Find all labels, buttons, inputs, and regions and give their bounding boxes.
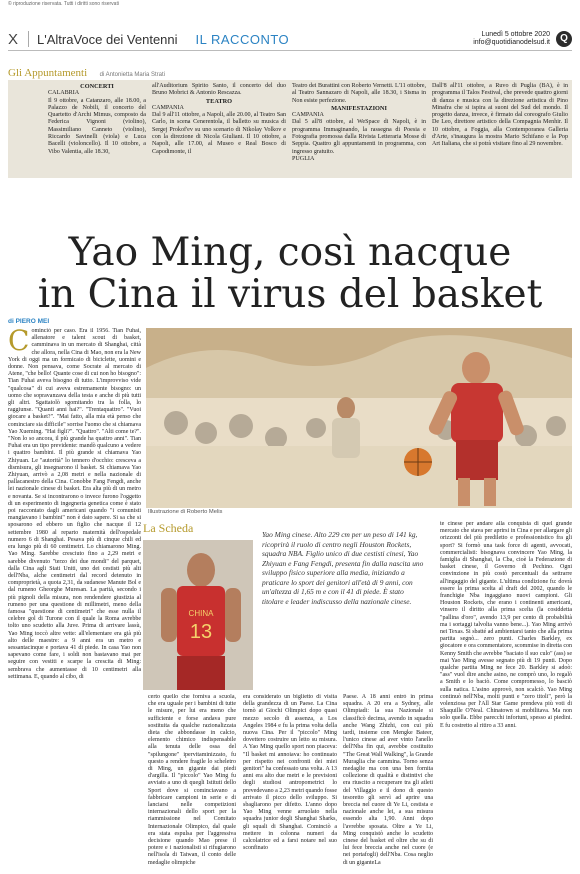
article-col-2: certo quello che forniva a scuola, che era uguale per i bambini di tutte le misure, per lui era meno che sufficiente e forse andava pure sostituita da qualche razionalizzata dieta che abbondasse in calcio, elemento chimico indispensabile alla tenuta delle ossa del "spilungone" ipervitaminizzato, fu questo a rendere fragile lo scheletro di Ming, un gigante dai piedi d'argilla. Il "piccolo" Yao Ming fu avviato a uno di quegli Istituti dello Sport dove si cominciavano a fabbricare campioni in serie e di lanciarsi nelle competizioni internazionali dello sport per la riammissione nel Comitato Internazionale Olimpico, dal quale era stata espulsa per l'aggressiva decisione quando Mao prese il potere e i nazionalisti si rifugiarono nell'isola di Taiwan, il conto delle medaglie olimpiche	[148, 694, 236, 866]
heading-manifestazioni: MANIFESTAZIONI	[331, 104, 387, 112]
appuntamenti-byline: di Antonietta Maria Strati	[99, 72, 166, 78]
manif-pre-text: Teatro dei Burattini con Roberto Vernetti. L'11 ottobre, al Teatro Sannazaro di Napoli, alle 18.30, i Sisma in Non esiste perfezione.	[292, 83, 426, 104]
puglia-text: Dall'8 all'11 ottobre, a Ruvo di Puglia (BA), è in programma il Talos Festival, che prevede quattro giorni di danza e musica con la direzione artistica di Pino Minafra che si ispira ai suoni del Sud del mondo. Il progetto danza, invece, è firmato dal coreografo Giulio De Leo, direttore artistico della Compagnia Menhir. Il 10 ottobre, a Foggia, alla Contemporanea Galleria d'Arte, s'inaugura la mostra Mario Schifano e la Pop Art Italiana, che si potrà visitare fino al 29 novembre.	[432, 83, 568, 148]
illustration-caption: Illustrazione di Roberto Melis	[148, 509, 223, 515]
appuntamenti-heading	[8, 67, 165, 79]
sub-campania-2: CAMPANIA	[292, 112, 324, 119]
publication-name: L'AltraVoce dei Ventenni	[37, 31, 178, 47]
dropcap: C	[8, 328, 30, 357]
yao-ming-photo	[143, 540, 253, 690]
appuntamenti-title: Gli Appuntamenti	[8, 67, 88, 79]
jersey-team: CHINA	[188, 609, 214, 618]
header-divider	[28, 31, 29, 47]
issue-date: Lunedì 5 ottobre 2020	[481, 31, 550, 38]
appuntamenti-col-concerti	[48, 83, 146, 156]
section-name: IL RACCONTO	[195, 31, 290, 47]
heading-concerti: CONCERTI	[80, 83, 114, 90]
headline-line-1: Yao Ming, così nacque	[68, 230, 512, 275]
header-date-block	[473, 31, 550, 47]
appuntamenti-col-puglia	[432, 83, 568, 149]
close-icon[interactable]: X	[8, 30, 19, 48]
appuntamenti-col-manifestazioni	[292, 83, 426, 163]
heading-teatro: TEATRO	[205, 97, 233, 105]
rights-notice: © riproduzione riservata. Tutti i diritti sono riservati	[8, 1, 119, 7]
jersey-number: 13	[189, 621, 213, 643]
concerti-text: Il 9 ottobre, a Catanzaro, alle 18.00, a Palazzo de Nobili, il concerto del Quartetto d'Archi Mimus, composto da Federica Vignoni (violino), Massimiliano Canneto (violino), Riccardo Savinelli (viola) e Luca Bacelli (violoncello). Il 10 ottobre, a Vibo Valentia, alle 18.30,	[48, 97, 146, 155]
article-col-3: era considerato un biglietto di visita della grandezza di un Paese. La Cina tornò ai Giochi Olimpici dopo quasi mezzo secolo di assenza, a Los Angeles 1984 e fu la prima volta della nuova Cina. Per il "piccolo" Ming dovettero costruire un letto su misura. A Yao Ming quello sport non piaceva: "Il basket mi annoiava: ho continuato per rispetto nei confronti dei miei genitori" ha confessato una volta. A 13 anni era alto due metri e le previsioni degli studiosi antropometrici lo prevedevano a 2,23 metri quando fosse arrivato il picco dello sviluppo. Si sbagliarono per difetto. L'anno dopo Yao Ming venne arruolato nella squadra junior degli Shanghai Sharks, gli squali di Shanghai. Cominciò a mettere in colonna numeri da calcolatrice ed a farsi notare nel suo sconfinato	[243, 694, 337, 852]
scheda-intro: Yao Ming cinese. Alto 229 cm per un peso di 141 kg, ricoprirà il ruolo di centro negli Houston Rockets, squadra NBA. Figlio unico di due cestisti cinesi, Yao Zhiyuan e Fang Fengdi, presenta fin dalla nascita uno sviluppo fisico superiore alla media, iniziando a praticare lo sport dei genitori all'età di 9 anni, con un'altezza di 1,65 m e con il 41 di piede. È stato titolare e leader indiscusso della nazionale cinese.	[262, 530, 424, 606]
article-byline: di PIERO MEI	[8, 318, 50, 325]
article-col-4: Paese. A 18 anni entrò in prima squadra. A 20 era a Sydney, alle Olimpiadi: la sua Nazionale si classificò decima, avendo in squadra anche Wang Zhizhi, con cui più tardi, insieme con Mengke Bateer, l'unico cinese ad aver vinto l'anello dell'Nba fin qui, avrebbe costituito "The Great Wall Walking", la Grande Muraglia che cammina. Torno senza medaglie ma con una ben fornita collezione di qualità e distintivi che era riuscito a recuperare tra gli atleti del Villaggio e il dono di questo tesoretto gli servì ad aprire una breccia nel cuore di Ye Li, cestista e nazionale anche lei, a sua misura essendo alta 1,90. Anni dopo l'avrebbe sposata. Oltre a Ye Li, Ming conquistò anche lo scudetto cinese del basket ed oltre che su di lui fece breccia anche nel cuore (e nei portafogli) dell'Nba. Cosa neglio di un giganteLa	[343, 694, 433, 866]
sub-puglia: PUGLIA	[292, 155, 315, 162]
illustration-svg	[146, 328, 572, 508]
teatro-pre-text: all'Auditorium Spirito Santo, il concerto del duo Bruno Mobrici & Antonio Rescazza.	[152, 83, 286, 97]
quotidiano-logo-icon: Q	[556, 31, 572, 47]
photo-svg	[143, 540, 253, 690]
manif-text: Dal 5 all'8 ottobre, al WeSpace di Napoli, è in programma Immaginando, la rassegna di Poesia e Fotografia promossa dalla Rivista Letteraria Mosse di Seppia. Quattro gli appuntamenti in programma, con ingresso gratuito.	[292, 119, 426, 155]
article-col-5: te cinese per andare alla conquista di quel grande mercato che stava per aprirsi in Cina e per allargare gli orizzonti del più prediletto e professionistico fra gli sport? Si formò una task force di agenti, avvocati, commercialisti: bisognava convincere Yao Ming, la famiglia di Shanghai, la Cba, cioè la Federazione di basket cinese, il Governo di Pechino. Ogni convinzione in più costò percentuali da settrarre all'ingaggio del gigante. L'ultima condizione fu: dovrà essere la prima scelta al draft del 2002, quando le franchigie Nba ingaggiano nuovi campioni. Gli Houston Rockets, che erano i continenti americani, vinsero il diritto alla prima scelta (la cosiddetta "pallina d'oro", avendo 13,9 per cento di probabilità ma i sortaggi talvolta vanno bene...). Yao Ming arrivò nei Texas. Si sbatté ad ambientarsi tanto che alla prima partita segnò... zero punti. Charles Barkley, ex giocatore e ora commentatore, scommise in diretta con Kenny Smith che avrebbe "baciato il suo culo" (ass) se mai Yao Ming avesse segnato più di 19 punti. Dopo qualche partita Ming ne fece 20. Barkley si adoò: "ass" vuol dire anche asino, ne comprò uno, lo regalò a Smith e lo baciò. Come compromesso, lo basciò sulla natica. L'asino approvò, non scalciò. Yao Ming continuò nell'Nba, molti punti e "zero titoli", però la volenziosa per l'All Star Game prendeva più voti di Shaquille O'Neal. Chinatown si mobilitava. Ma non solo quella. Ebbe parecchi infortuni, spesso ai piedini. E fu costretto al ritiro a 33 anni.	[440, 521, 572, 729]
appuntamenti-col-teatro	[152, 83, 286, 156]
teatro-text: Dal 9 all'11 ottobre, a Napoli, alle 20.00, al Teatro San Carlo, in scena Cenerentola, il balletto su musica di Sergej Prokof'ev su uno scenario di Nikolay Volkov e con la direzione di Nicola Giuliani. Il 10 ottobre, a Napoli, alle 17.00, al Museo e Real Bosco di Capodimonte, il	[152, 112, 286, 155]
headline-line-2: in Cina il virus del basket	[37, 272, 543, 317]
sub-campania: CAMPANIA	[152, 104, 184, 111]
article-col-1-text: ominciò per caso. Era il 1956. Tian Fuhai, allenatore e talent scout di basket, camminava in un mercato di Shanghai, città che allora, nella Cina di Mao, non era la New York di oggi ma un formicaio di biciclette, uomini e donne. Non pensava, come Socrate al mercato di Atene, "che bello! Quante cose di cui non ho bisogno": Tian Fuhai aveva bisogno di tutto. L'improvviso vide "qualcosa" di cui aveva estremamente bisogno: un uomo che sopravanzava della testa e anche di più tutti gli altri. Sgattaiolò sgomitando tra la folla, lo raggiunse. "Quanti anni hai?". "Trentaquattro". "Vuoi giocare a basket?". "Mai fatto, alla mia età penso che cominciare sia difficile" sorrise l'uomo che si chiamava Yao Xueming. "Hai figli?". "Quattro". "Alti come te?". "Non lo so ancora, il più grande ha quattro anni". Tian Fuhai era un tipo previdente: mandò qualcuno a vedere i quattro bambini. Il più grande si chiamava Yao Zhiyuan. Le "autorità" lo tennero d'occhio: cresceva a dismisura, gli insegnarono il basket. Si chiamava Yao Zhiyuan, arrivò a 2,08 metri e nella nazionale di pallacanestro della Cina. Conobbe Fang Fengdi, anche lei nazionale cinese di basket. Era alta più di un metro e novanta. Se si incontrarono o invece furono l'oggetto di un esperimento di ingegneria genetica come è stato poi raccontato dagli americani quando "i comunisti mangiavano i bambini" non è dato sapere. Si sa che si sposarono ed ebbero un figlio che nacque il 12 settembre 1980 al reparto maternità dell'ospedale numero 6 di Shanghai. Pesava più di cinque chili ed era lungo più di 60 centimetri. Lo chiamarono Ming. Yao Ming. Sarebbe cresciuto fino a 2,29 metri e sarebbe divenuto "terzo dei due mondi" del parquet, dalla Cina agli Stati Uniti, uno dei cestisti più alti dell'Nba, alche centimetri dal record detenuto in comproprietà, a quota 2,31, da sudanese Manute Bol e dal rumeno Gheorghe Muresan. La parità, secondo i più pignoli della misura, non rendendere giustizia al rumeno per una questione di millimetri, meno della famosa "questione di centimetri" che esse nulla il celebre gol di Turone con il quale la Roma avrebbe tolto uno scudetto alla Juve. Prima di arrivare lassù, Yao Ming toccò altre vette: all'elementare era già più alto delle maestre: a 9 anni era un metro e sessantacinque e portava 41 di piede. In casa Yao non sapevano come fare, i soldi non bastavano mai per seguire con vestiti e scarpe la crescita di Ming: sembrava che aumentasse di 10 centimetri alla settimana. E, quando al cibo, di	[8, 328, 141, 680]
sub-calabria: CALABRIA	[48, 90, 80, 97]
page-header	[8, 28, 572, 51]
contact-email[interactable]: info@quotidianodelsud.it	[473, 39, 550, 46]
scheda-title: La Scheda	[143, 521, 194, 535]
basketball-illustration	[146, 328, 572, 508]
article-col-1	[8, 328, 141, 868]
